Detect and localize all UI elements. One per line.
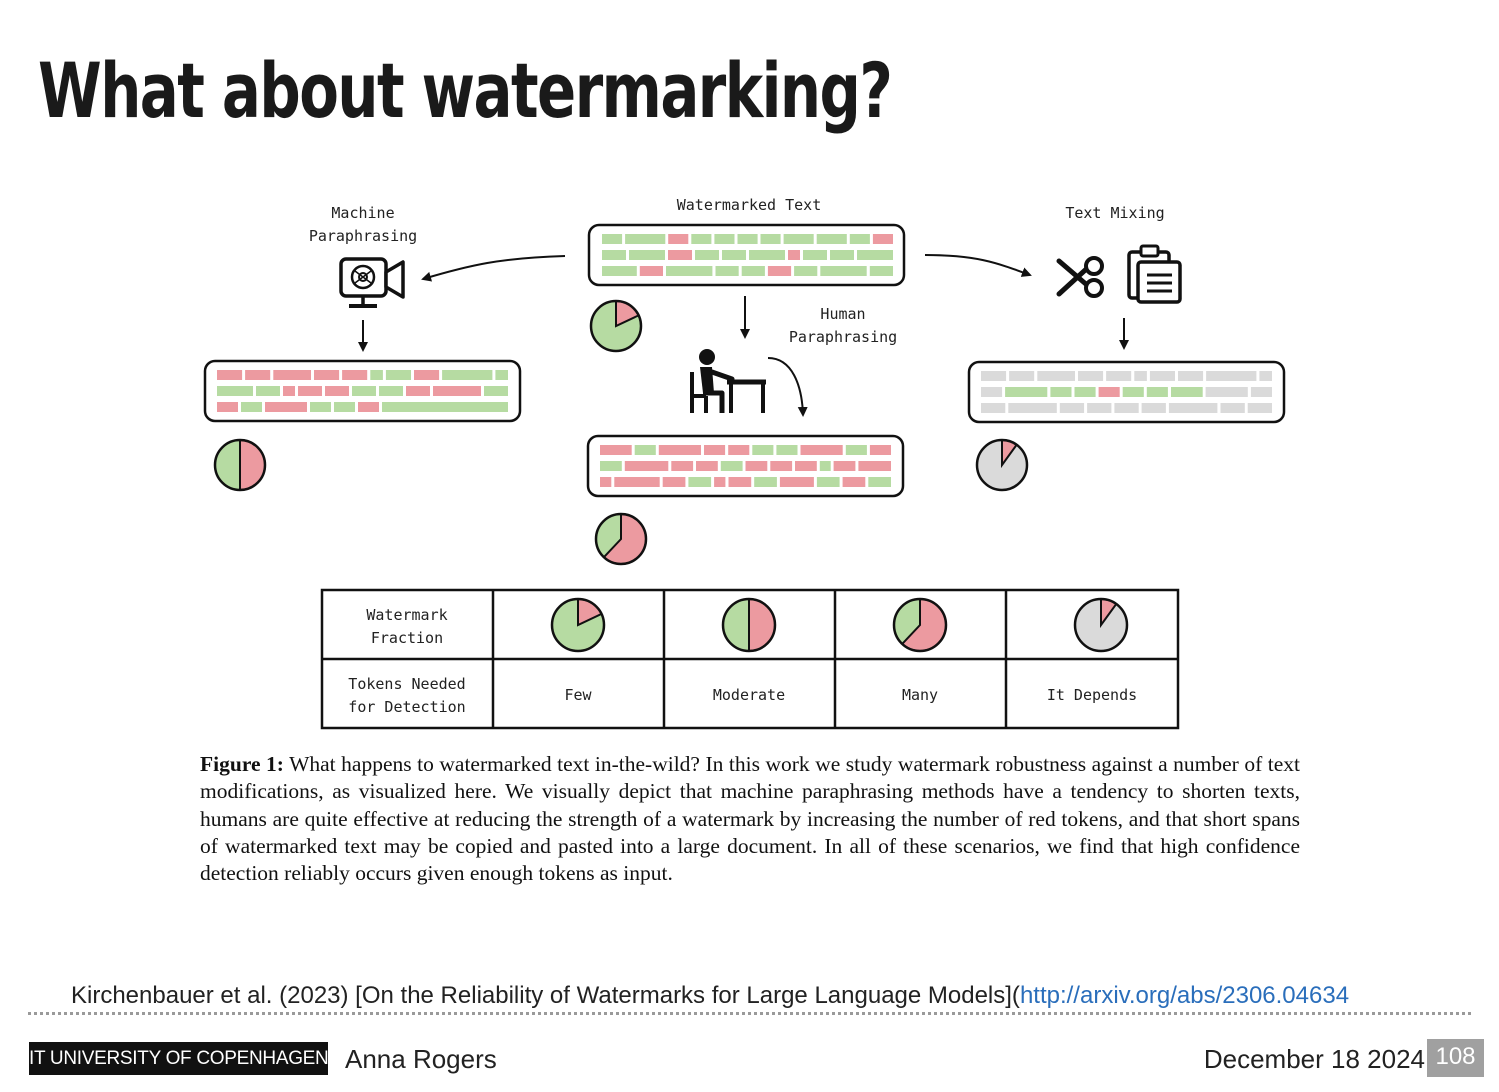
token (850, 234, 870, 244)
table-header-tokens-line2: for Detection (348, 698, 466, 716)
label-human-paraphrasing-line2: Paraphrasing (788, 328, 898, 346)
token (386, 370, 411, 380)
token (688, 477, 711, 487)
token (1178, 371, 1203, 381)
scissors-icon (1059, 258, 1102, 296)
token (310, 402, 331, 412)
token (846, 445, 867, 455)
token (691, 234, 711, 244)
token (600, 461, 622, 471)
token (749, 250, 785, 260)
token (738, 234, 758, 244)
token (1005, 387, 1047, 397)
token (981, 387, 1002, 397)
token (382, 402, 508, 412)
token (1087, 403, 1111, 413)
token (716, 266, 739, 276)
token (671, 461, 693, 471)
label-machine-paraphrasing-line2: Paraphrasing (308, 227, 418, 245)
token (600, 477, 611, 487)
token (981, 371, 1006, 381)
arrow-to-machine (423, 256, 565, 279)
arrow-curve-human (768, 358, 803, 415)
token (784, 234, 814, 244)
token (857, 250, 893, 260)
token (721, 461, 743, 471)
token (217, 370, 242, 380)
token (1147, 387, 1168, 397)
token (714, 234, 734, 244)
human-at-desk-icon (692, 349, 766, 413)
table-header-watermark-line1: Watermark (366, 606, 448, 624)
citation (71, 982, 1349, 1010)
token (217, 402, 238, 412)
footer-divider (28, 1012, 1471, 1015)
table-cell-many: Many (901, 686, 939, 704)
label-machine-paraphrasing-line1: Machine (331, 204, 395, 222)
token (1169, 403, 1218, 413)
token (1248, 403, 1272, 413)
token (795, 461, 817, 471)
token (1060, 403, 1084, 413)
citation-link[interactable]: http://arxiv.org/abs/2306.04634 (1019, 982, 1350, 1009)
pie-machine-paraphrasing (215, 440, 265, 490)
token (1106, 371, 1131, 381)
summary-table (322, 590, 1178, 728)
table-pie (723, 599, 775, 651)
token (334, 402, 355, 412)
page-number: 108 (1427, 1039, 1484, 1077)
token (217, 386, 253, 396)
token (776, 445, 797, 455)
token (722, 250, 746, 260)
token (602, 266, 637, 276)
token (1206, 387, 1248, 397)
token (625, 461, 669, 471)
slide-title: What about watermarking? (38, 46, 892, 135)
token (1008, 403, 1057, 413)
token (273, 370, 311, 380)
token (714, 477, 725, 487)
machine-token-grid (217, 370, 508, 412)
token (870, 445, 891, 455)
token (484, 386, 508, 396)
token (314, 370, 339, 380)
token (1078, 371, 1103, 381)
token (1206, 371, 1256, 381)
token (834, 461, 856, 471)
pie-watermarked (591, 301, 641, 351)
token (801, 445, 843, 455)
table-pie (552, 599, 604, 651)
token (370, 370, 383, 380)
token (668, 234, 688, 244)
token (629, 250, 665, 260)
table-cell-it-depends: It Depends (1046, 686, 1138, 704)
table-cell-moderate: Moderate (712, 686, 786, 704)
token (704, 445, 725, 455)
token (843, 477, 866, 487)
token (256, 386, 280, 396)
token (1099, 387, 1120, 397)
token (241, 402, 262, 412)
table-header-tokens-line1: Tokens Needed (348, 675, 466, 693)
token (803, 250, 827, 260)
token (635, 445, 656, 455)
citation-text: Kirchenbauer et al. (2023) [On the Reliability of Watermarks for Large Language Models]( (71, 982, 1020, 1009)
token (858, 461, 891, 471)
table-pie (1075, 599, 1127, 651)
token (298, 386, 322, 396)
figure-caption-label: Figure 1: (200, 752, 284, 776)
token (768, 266, 791, 276)
token (1150, 371, 1175, 381)
token (746, 461, 768, 471)
token (283, 386, 295, 396)
token (817, 477, 840, 487)
token (625, 234, 665, 244)
token (754, 477, 777, 487)
token (761, 234, 781, 244)
token (981, 403, 1005, 413)
token (1050, 387, 1071, 397)
pie-red-slice (240, 440, 265, 490)
token (1259, 371, 1272, 381)
token (1142, 403, 1166, 413)
token (820, 266, 866, 276)
token (325, 386, 349, 396)
clipboard-icon (1129, 246, 1180, 302)
table-cell-few: Few (564, 686, 592, 704)
token (830, 250, 854, 260)
footer-author: Anna Rogers (345, 1044, 497, 1074)
footer-date: December 18 2024 (1203, 1044, 1425, 1074)
token (1221, 403, 1245, 413)
token (265, 402, 307, 412)
token (640, 266, 663, 276)
pie-text-mixing (977, 440, 1027, 490)
token (352, 386, 376, 396)
table-header-watermark-line2: Fraction (370, 629, 444, 647)
arrow-to-mixing (925, 255, 1030, 275)
token (1075, 387, 1096, 397)
token (752, 445, 773, 455)
token (614, 477, 659, 487)
label-text-mixing: Text Mixing (1065, 204, 1165, 222)
token (817, 234, 847, 244)
token (442, 370, 492, 380)
token (794, 266, 817, 276)
token (820, 461, 831, 471)
label-watermarked-text: Watermarked Text (676, 196, 822, 214)
token (602, 234, 622, 244)
token (1037, 371, 1075, 381)
token (695, 250, 719, 260)
token (600, 445, 632, 455)
token (342, 370, 367, 380)
table-pie (894, 599, 946, 651)
token (780, 477, 814, 487)
figure-caption-text: What happens to watermarked text in-the-wild? In this work we study watermark robustness against a number of text modifications, as visualized here. We visually depict that machine paraphrasing methods have a tendency to shorten texts, humans are quite effective at reducing the strength of a watermark by increasing the number of red tokens, and that short spans of watermarked text may be copied and pasted into a large document. In all of these scenarios, we find that high confidence detection reliably occurs given enough tokens as input. (200, 752, 1301, 886)
token (379, 386, 403, 396)
token (1123, 387, 1144, 397)
pie-human-paraphrasing (596, 514, 646, 564)
token (1171, 387, 1203, 397)
token (729, 477, 752, 487)
token (788, 250, 800, 260)
token (245, 370, 270, 380)
token (1114, 403, 1138, 413)
token (873, 234, 893, 244)
token (668, 250, 692, 260)
machine-camera-icon (341, 259, 403, 306)
token (770, 461, 792, 471)
figure-caption (200, 751, 1300, 887)
token (495, 370, 508, 380)
token (663, 477, 686, 487)
token (1009, 371, 1034, 381)
token (659, 445, 701, 455)
token (358, 402, 379, 412)
token (666, 266, 712, 276)
token (602, 250, 626, 260)
token (870, 266, 893, 276)
token (433, 386, 481, 396)
token (696, 461, 718, 471)
human-token-grid (600, 445, 891, 487)
token (1134, 371, 1147, 381)
token (406, 386, 430, 396)
token (742, 266, 765, 276)
token (1251, 387, 1272, 397)
token (868, 477, 891, 487)
token (414, 370, 439, 380)
label-human-paraphrasing-line1: Human (820, 305, 866, 323)
token (728, 445, 749, 455)
mixed-token-grid (981, 371, 1272, 413)
university-logo: IT UNIVERSITY OF COPENHAGEN (29, 1042, 328, 1075)
